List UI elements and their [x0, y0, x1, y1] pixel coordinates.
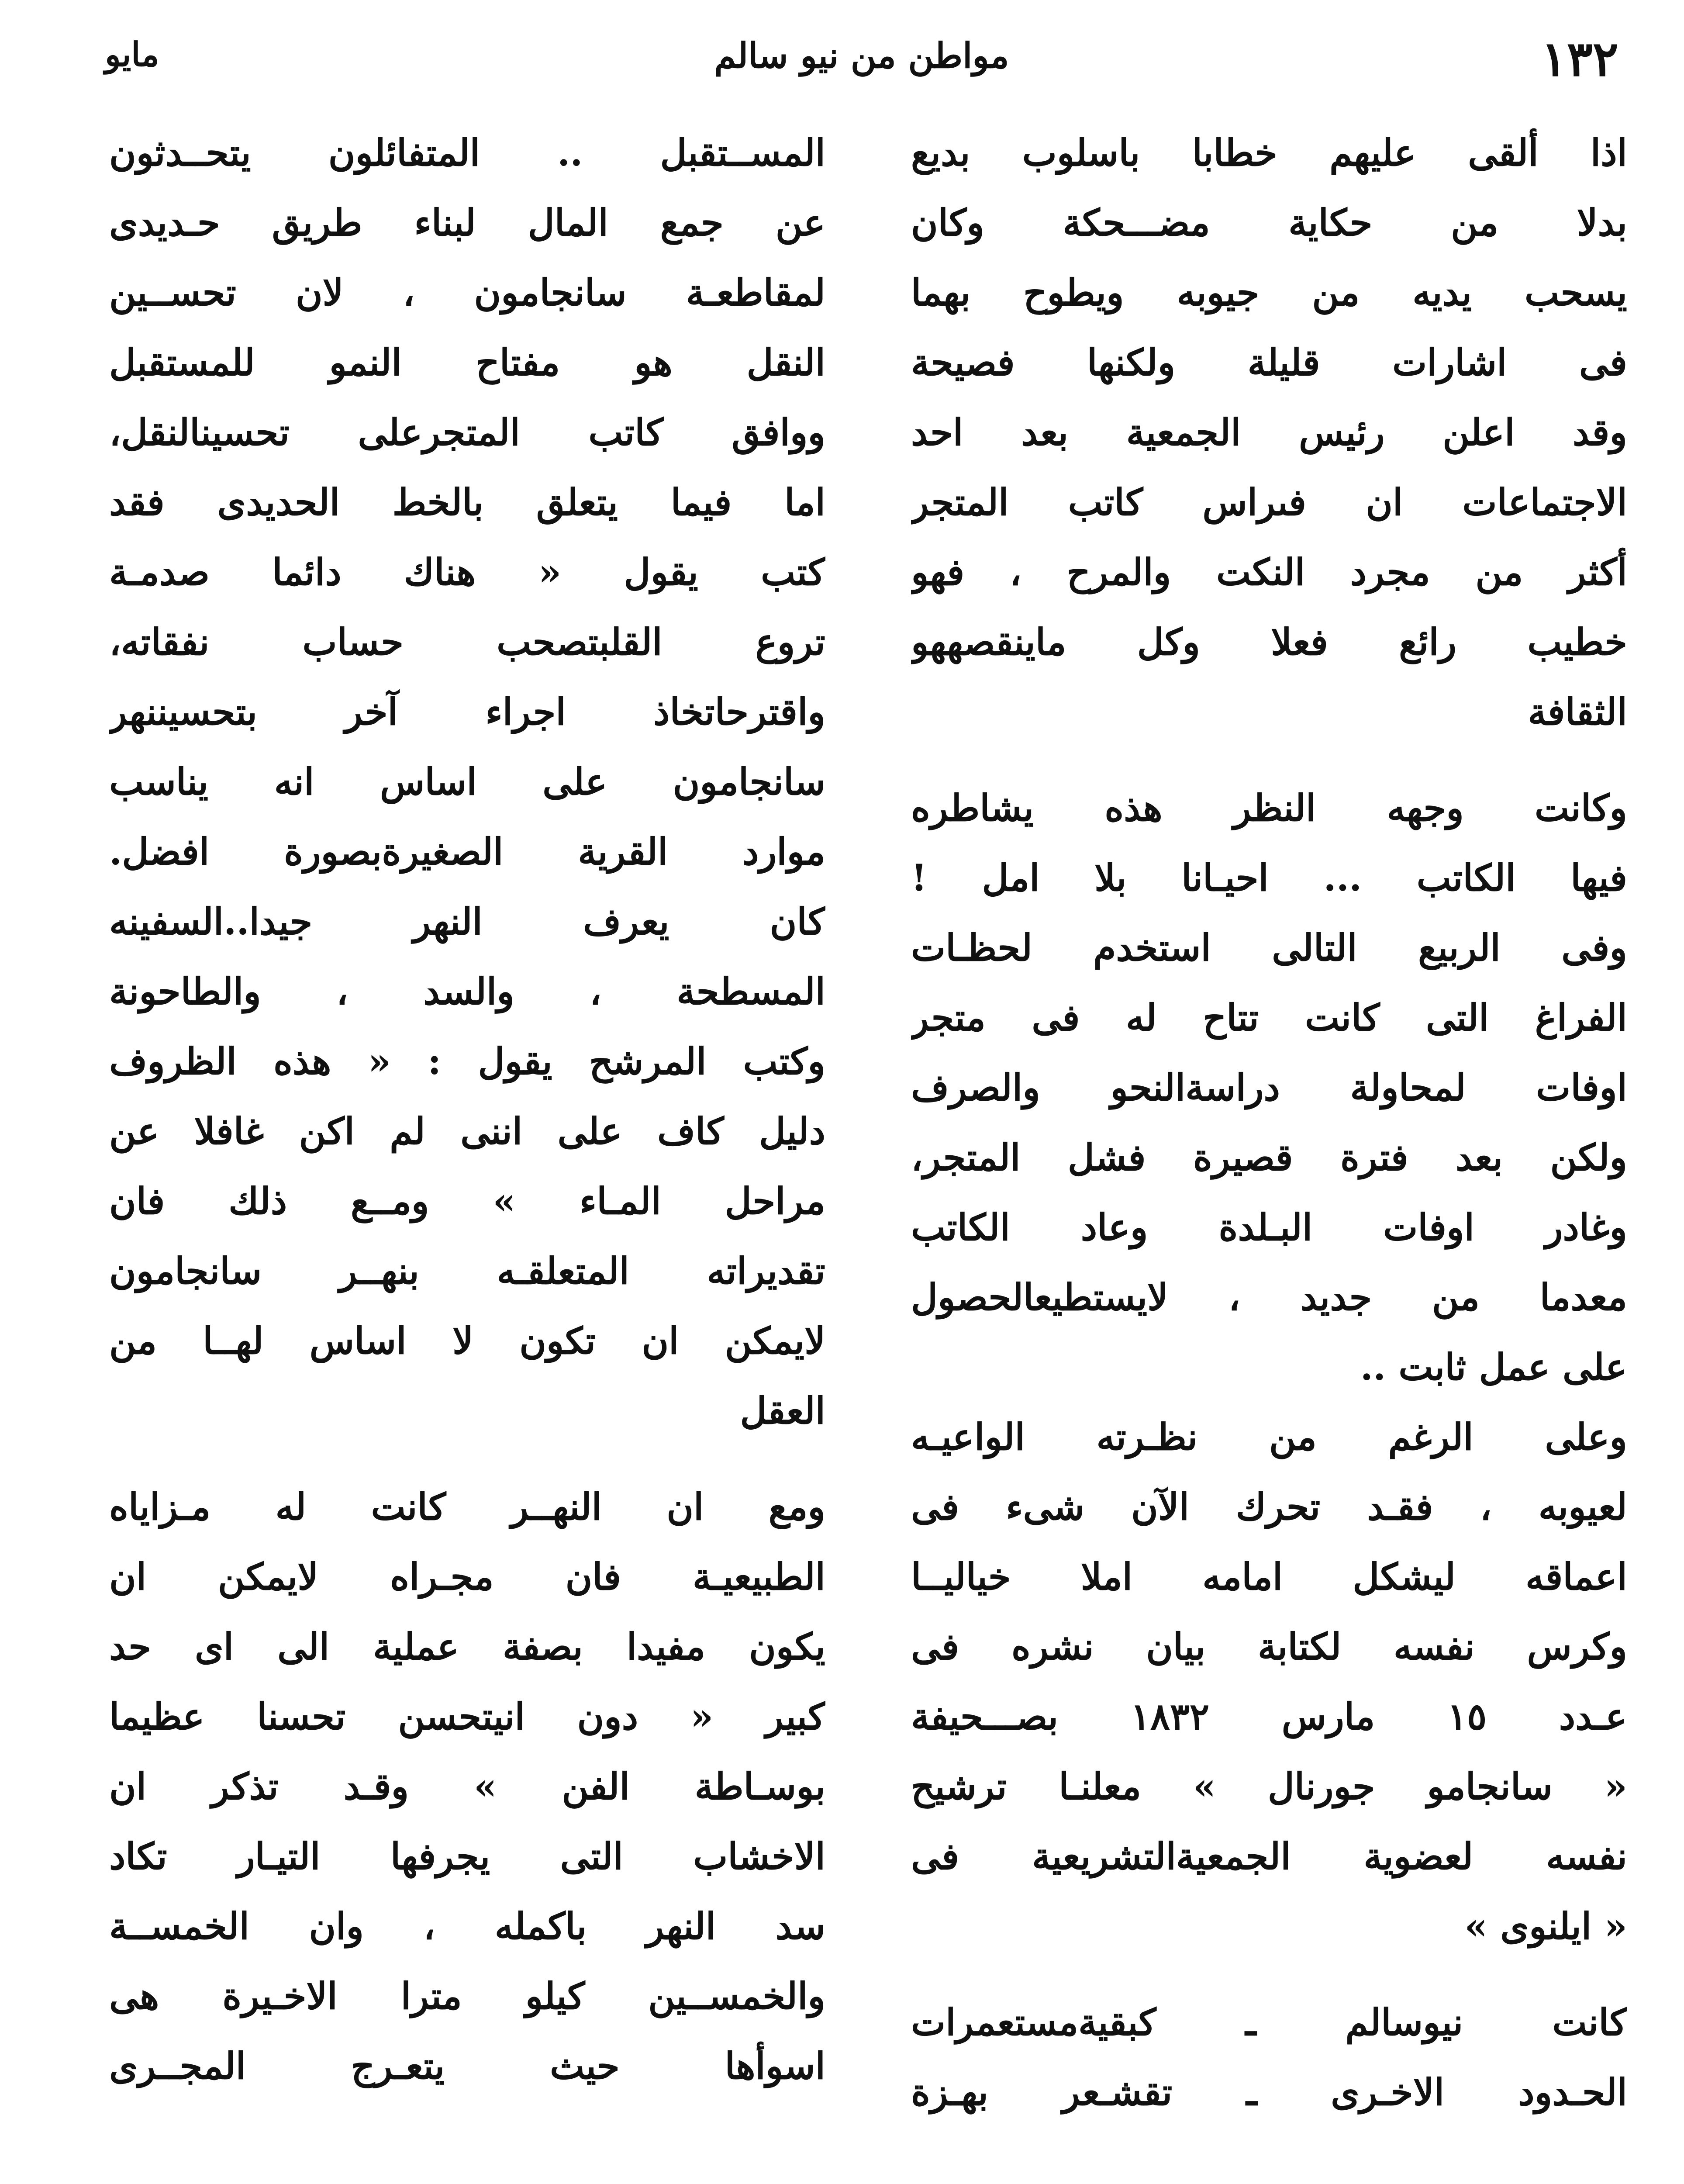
text-line: الحـدود الاخـرى ـ تقشـعر بهـزة	[911, 2070, 1627, 2114]
text-line: يكون مفيدا بصفة عملية الى اى حد	[109, 1625, 825, 1668]
text-line: ولكن بعد فترة قصيرة فشل المتجر،	[911, 1136, 1627, 1179]
text-line: عن جمع المال لبناء طريق حـديدى	[109, 201, 825, 244]
right-text-column	[911, 118, 1627, 2127]
text-line: كان يعرف النهر جيدا..السفينه	[109, 900, 825, 943]
text-line: ومع ان النهــر كانت له مـزاياه	[109, 1485, 825, 1528]
left-text-column	[109, 118, 825, 2101]
text-line: دليل كاف على اننى لم اكن غافلا عن	[109, 1109, 825, 1153]
text-line: خطيب رائع فعلا وكل ماينقصههو	[911, 620, 1627, 663]
page-header	[105, 31, 1618, 96]
text-line: المســتقبل .. المتفائلون يتحــدثون	[109, 131, 825, 174]
text-line: لايمكن ان تكون لا اساس لهــا من	[109, 1319, 825, 1362]
text-line: سد النهر باكمله ، وان الخمســة	[109, 1904, 825, 1948]
text-line: المسطحة ، والسد ، والطاحونة	[109, 970, 825, 1013]
text-line: ووافق كاتب المتجرعلى تحسينالنقل،	[109, 411, 825, 454]
text-line: بدلا من حكاية مضـــحكة وكان	[911, 201, 1627, 244]
text-line: وغادر اوفات البـلدة وعاد الكاتب	[911, 1206, 1627, 1249]
text-line: العقل	[740, 1389, 825, 1432]
text-line: وكرس نفسه لكتابة بيان نشره فى	[911, 1625, 1627, 1668]
text-line: الاخشاب التى يجرفها التيـار تكاد	[109, 1835, 825, 1878]
text-line: وكتب المرشح يقول : « هذه الظروف	[109, 1040, 825, 1083]
text-line: « ايلنوى »	[1464, 1904, 1627, 1948]
text-line: نفسه لعضوية الجمعيةالتشريعية فى	[911, 1835, 1627, 1878]
text-line: كتب يقول « هناك دائما صدمـة	[109, 550, 825, 594]
text-line: كبير « دون انيتحسن تحسنا عظيما	[109, 1695, 825, 1738]
text-line: موارد القرية الصغيرةبصورة افضل.	[109, 830, 825, 873]
text-line: أكثر من مجرد النكت والمرح ، فهو	[911, 550, 1627, 594]
text-line: لمقاطعـة سانجامون ، لان تحســين	[109, 271, 825, 314]
text-line: كانت نيوسالم ـ كبقيةمستعمرات	[911, 2001, 1627, 2044]
text-line: اما فيما يتعلق بالخط الحديدى فقد	[109, 480, 825, 524]
text-line: مراحل المـاء » ومــع ذلك فان	[109, 1179, 825, 1223]
running-month: مايو	[105, 35, 159, 74]
text-line: معدما من جديد ، لايستطيعالحصول	[911, 1275, 1627, 1319]
text-line: اسوأها حيث يتعـرج المجــرى	[109, 2044, 825, 2087]
text-line: النقل هو مفتاح النمو للمستقبل	[109, 341, 825, 384]
text-line: اعماقه ليشكل امامه املا خياليــا	[911, 1555, 1627, 1598]
text-line: واقترحاتخاذ اجراء آخر بتحسيننهر	[109, 690, 825, 733]
text-line: وكانت وجهه النظر هذه يشاطره	[911, 786, 1627, 829]
text-line: اوفات لمحاولة دراسةالنحو والصرف	[911, 1066, 1627, 1109]
text-line: وفى الربيع التالى استخدم لحظـات	[911, 926, 1627, 969]
text-line: يسحب يديه من جيوبه ويطوح بهما	[911, 271, 1627, 314]
text-line: فى اشارات قليلة ولكنها فصيحة	[911, 341, 1627, 384]
text-line: وقد اعلن رئيس الجمعية بعد احد	[911, 411, 1627, 454]
text-line: تقديراته المتعلقـه بنهــر سانجامون	[109, 1249, 825, 1292]
text-line: اذا ألقى عليهم خطابا باسلوب بديع	[911, 131, 1627, 174]
text-line: على عمل ثابت ..	[1360, 1345, 1627, 1389]
text-line: الفراغ التى كانت تتاح له فى متجر	[911, 996, 1627, 1039]
text-line: لعيوبه ، فقـد تحرك الآن شىء فى	[911, 1485, 1627, 1528]
running-title: مواطن من نيو سالم	[714, 35, 1009, 76]
text-line: سانجامون على اساس انه يناسب	[109, 760, 825, 803]
text-line: عـدد ١٥ مارس ١٨٣٢ بصـــحيفة	[911, 1695, 1627, 1738]
page-number: ١٣٢	[1541, 31, 1618, 87]
text-line: والخمســين كيلو مترا الاخـيرة هى	[109, 1974, 825, 2018]
text-line: الاجتماعات ان فىراس كاتب المتجر	[911, 480, 1627, 524]
text-line: الثقافة	[1528, 690, 1627, 733]
text-line: وعلى الرغم من نظـرته الواعيـه	[911, 1415, 1627, 1458]
text-line: الطبيعيـة فان مجـراه لايمكن ان	[109, 1555, 825, 1598]
text-line: فيها الكاتب ... احيـانا بلا امل !	[911, 856, 1627, 899]
text-line: تروع القلبتصحب حساب نفقاته،	[109, 620, 825, 663]
text-line: بوسـاطة الفن » وقـد تذكر ان	[109, 1765, 825, 1808]
text-line: « سانجامو جورنال » معلنـا ترشيح	[911, 1765, 1627, 1808]
